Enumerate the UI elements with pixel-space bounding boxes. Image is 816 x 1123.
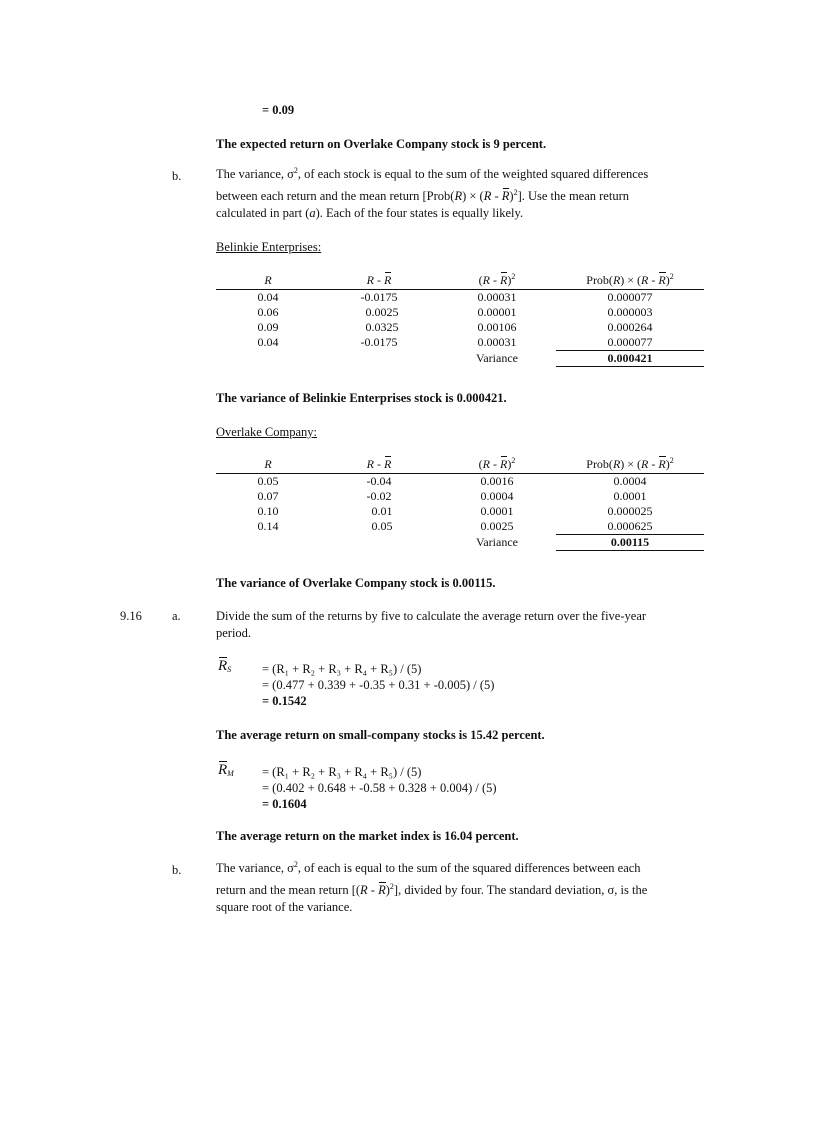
rm-conclusion: The average return on the market index is 16.04 percent. [216, 829, 519, 843]
rs-symbol: $R_S$ [218, 658, 232, 674]
header-squared-diff: (R - R)$^2$ [438, 273, 556, 290]
cell: 0.05 [371, 519, 393, 534]
cell: 0.07 [257, 489, 279, 503]
cell: 0.05 [257, 474, 279, 488]
expected-return-conclusion: The expected return on Overlake Company stock is 9 percent. [216, 137, 547, 151]
part-b2-line3: square root of the variance. [216, 900, 353, 914]
table-row [216, 489, 704, 504]
belinkie-heading: Belinkie Enterprises: [216, 240, 322, 254]
overlake-conclusion: The variance of Overlake Company stock is 0.00115. [216, 576, 496, 590]
cell: 0.000625 [556, 519, 704, 535]
cell: 0.10 [257, 504, 279, 518]
cell: -0.04 [366, 474, 392, 488]
part-a-intro-line2: period. [216, 626, 252, 640]
belinkie-conclusion: The variance of Belinkie Enterprises stock is 0.000421. [216, 391, 507, 405]
table-header-row [216, 457, 704, 474]
part-b2-line1: The variance, $\sigma^2$, of each is equal to the sum of the squared differences between each [216, 860, 641, 875]
header-squared-diff: (R - R)$^2$ [438, 457, 556, 474]
variance-label: Variance [476, 535, 518, 549]
table-row [216, 519, 704, 535]
cell: 0.00031 [477, 335, 517, 350]
header-r-minus-mean: R - R [320, 273, 438, 290]
table-row [216, 290, 704, 306]
cell: 0.01 [371, 504, 393, 518]
part-b-paragraph-line3: calculated in part (a). Each of the four states is equally likely. [216, 206, 524, 220]
table-row [216, 320, 704, 335]
rm-symbol: $R_M$ [218, 762, 234, 778]
variance-value: 0.000421 [556, 351, 704, 367]
header-r: R [216, 273, 320, 290]
expected-return-result [262, 103, 294, 118]
belinkie-table [216, 273, 704, 367]
table-row [216, 504, 704, 519]
cell: 0.00031 [477, 290, 517, 304]
cell: -0.02 [366, 489, 392, 503]
cell: 0.000077 [556, 335, 704, 351]
part-b2-line2: return and the mean return [(R - R)$^2$], divided by four. The standard deviation, σ, is the [216, 882, 648, 897]
cell: -0.0175 [360, 335, 398, 350]
variance-row [216, 351, 704, 367]
rm-formula-line2: = (0.402 + 0.648 + -0.58 + 0.328 + 0.004) / (5) [262, 781, 497, 795]
rs-formula-result: = 0.1542 [262, 694, 307, 708]
rs-formula-line2: = (0.477 + 0.339 + -0.35 + 0.31 + -0.005) / (5) [262, 678, 495, 692]
cell: 0.0325 [365, 320, 399, 334]
problem-number: 9.16 [120, 609, 142, 623]
rm-formula-result: = 0.1604 [262, 797, 307, 811]
cell: 0.14 [257, 519, 279, 534]
variance-row [216, 535, 704, 551]
part-a-intro-line1: Divide the sum of the returns by five to calculate the average return over the five-year [216, 609, 647, 623]
header-weighted-squared-diff: Prob(R) × (R - R)$^2$ [556, 457, 704, 474]
cell: 0.04 [257, 335, 279, 350]
cell: 0.06 [257, 305, 279, 319]
part-b-paragraph-line1: The variance, $\sigma^2$, of each stock is equal to the sum of the weighted squared differences [216, 166, 649, 181]
part-b-paragraph-line2: between each return and the mean return [Prob(R) × (R - R)$^2$]. Use the mean return [216, 188, 629, 203]
part-a-label: a. [172, 609, 181, 623]
variance-value: 0.00115 [556, 535, 704, 551]
header-r: R [216, 457, 320, 474]
part-b2-label: b. [172, 863, 182, 877]
cell: 0.000025 [607, 504, 653, 518]
cell: 0.0025 [480, 519, 514, 534]
cell: 0.0004 [480, 489, 514, 503]
header-weighted-squared-diff: Prob(R) × (R - R)$^2$ [556, 273, 704, 290]
table-header-row [216, 273, 704, 290]
cell: 0.00001 [477, 305, 517, 319]
part-b-label: b. [172, 169, 182, 183]
cell: 0.0004 [613, 474, 647, 488]
cell: 0.04 [257, 290, 279, 304]
cell: -0.0175 [360, 290, 398, 304]
cell: 0.0001 [613, 489, 647, 503]
overlake-table [216, 457, 704, 551]
rm-formula-line1: = (R₁ + R₂ + R₃ + R₄ + R₅) / (5) [262, 765, 422, 779]
cell: 0.0016 [480, 474, 514, 488]
table-row [216, 335, 704, 351]
header-r-minus-mean: R - R [320, 457, 438, 474]
cell: 0.000264 [607, 320, 653, 334]
rs-formula-line1: = (R₁ + R₂ + R₃ + R₄ + R₅) / (5) [262, 662, 422, 676]
variance-label: Variance [476, 351, 518, 365]
equation-text: = 0.09 [262, 103, 295, 117]
rs-conclusion: The average return on small-company stocks is 15.42 percent. [216, 728, 545, 742]
table-row [216, 474, 704, 490]
cell: 0.0001 [480, 504, 514, 518]
table-row [216, 305, 704, 320]
overlake-heading: Overlake Company: [216, 425, 318, 439]
cell: 0.000077 [607, 290, 653, 304]
cell: 0.0025 [365, 305, 399, 319]
cell: 0.000003 [607, 305, 653, 319]
cell: 0.00106 [477, 320, 517, 334]
cell: 0.09 [257, 320, 279, 334]
